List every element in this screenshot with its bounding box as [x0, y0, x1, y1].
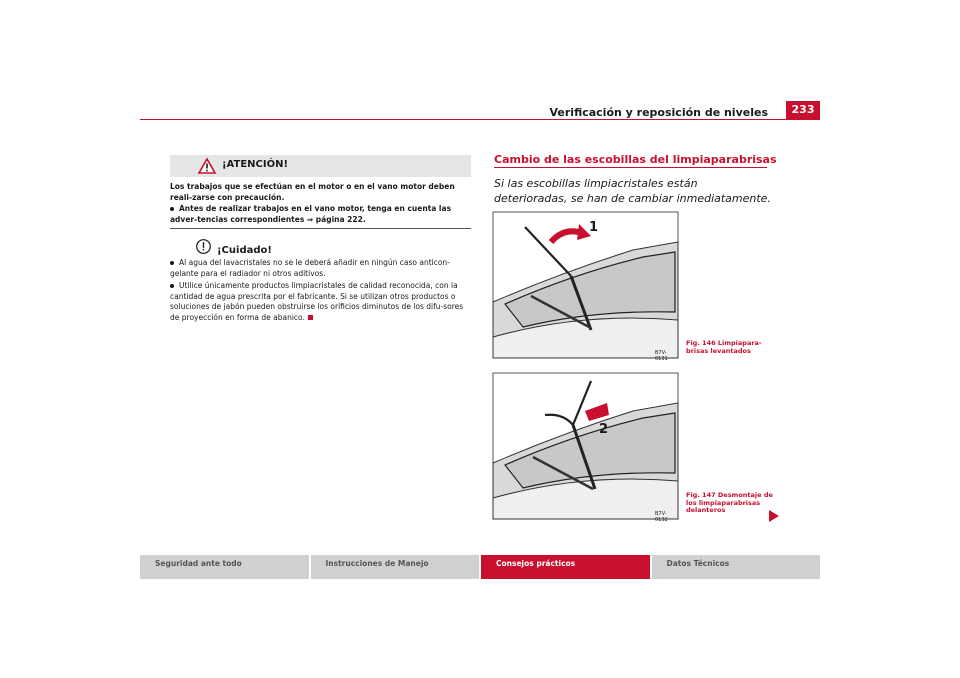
caution-body	[170, 258, 471, 325]
footer-tab-instrucciones[interactable]: Instrucciones de Manejo	[311, 555, 480, 579]
caution-paragraph: Utilice únicamente productos limpiacristales de calidad reconocida, con la cantidad de agua prescrita por el fabricante. Si se utilizan otros productos o soluciones de jabón pueden obstruirse los orificios diminutos de los difu-sores de proyección en forma de abanico.	[170, 281, 464, 322]
section-rule	[494, 167, 767, 168]
warning-paragraph: Los trabajos que se efectúan en el motor o en el vano motor deben reali-zarse con precaución.	[170, 182, 455, 202]
warning-paragraph: Antes de realizar trabajos en el vano motor, tenga en cuenta las adver-tencias correspondientes ⇒ página 222.	[170, 204, 452, 224]
section-title: Cambio de las escobillas del limpiaparabrisas	[494, 153, 777, 166]
footer-tab-seguridad[interactable]: Seguridad ante todo	[140, 555, 309, 579]
figure-caption: Fig. 146 Limpiapara-brisas levantados	[686, 339, 762, 355]
figure-wiper-removal	[493, 373, 678, 523]
bullet-icon	[170, 207, 174, 211]
figure-caption: Fig. 147 Desmontaje de los limpiaparabrisas delanteros	[686, 491, 773, 514]
footer-tab-datos[interactable]: Datos Técnicos	[652, 555, 821, 579]
callout-2: 2	[599, 422, 609, 437]
wiper-removal-illustration	[493, 373, 678, 519]
header-rule	[140, 119, 820, 120]
caution-paragraph: Al agua del lavacristales no se le deberá añadir en ningún caso anticon-gelante para el radiador ni otros aditivos.	[170, 258, 450, 278]
footer-nav	[140, 555, 820, 579]
figure-wipers-raised	[493, 212, 678, 362]
warning-box	[170, 155, 471, 229]
page-number-badge: 233	[786, 101, 820, 119]
figure-code: B7V-0131	[655, 350, 668, 362]
bullet-icon	[170, 261, 174, 265]
callout-1: 1	[589, 220, 599, 235]
footer-tab-consejos[interactable]: Consejos prácticos	[481, 555, 650, 579]
warning-triangle-icon	[198, 158, 216, 174]
wipers-raised-illustration	[493, 212, 678, 358]
continue-arrow-icon	[769, 510, 779, 522]
section-lead: Si las escobillas limpiacristales están deterioradas, se han de cambiar inmediatamente.	[494, 177, 771, 205]
warning-title: ¡ATENCIÓN!	[222, 159, 289, 170]
figure-code: B7V-0132	[655, 511, 668, 523]
caution-exclamation-icon	[196, 239, 211, 254]
end-of-section-marker	[308, 315, 313, 320]
running-header-title: Verificación y reposición de niveles	[549, 106, 768, 119]
warning-body	[170, 181, 471, 225]
bullet-icon	[170, 284, 174, 288]
caution-title: ¡Cuidado!	[217, 245, 272, 256]
warning-header	[170, 155, 471, 177]
